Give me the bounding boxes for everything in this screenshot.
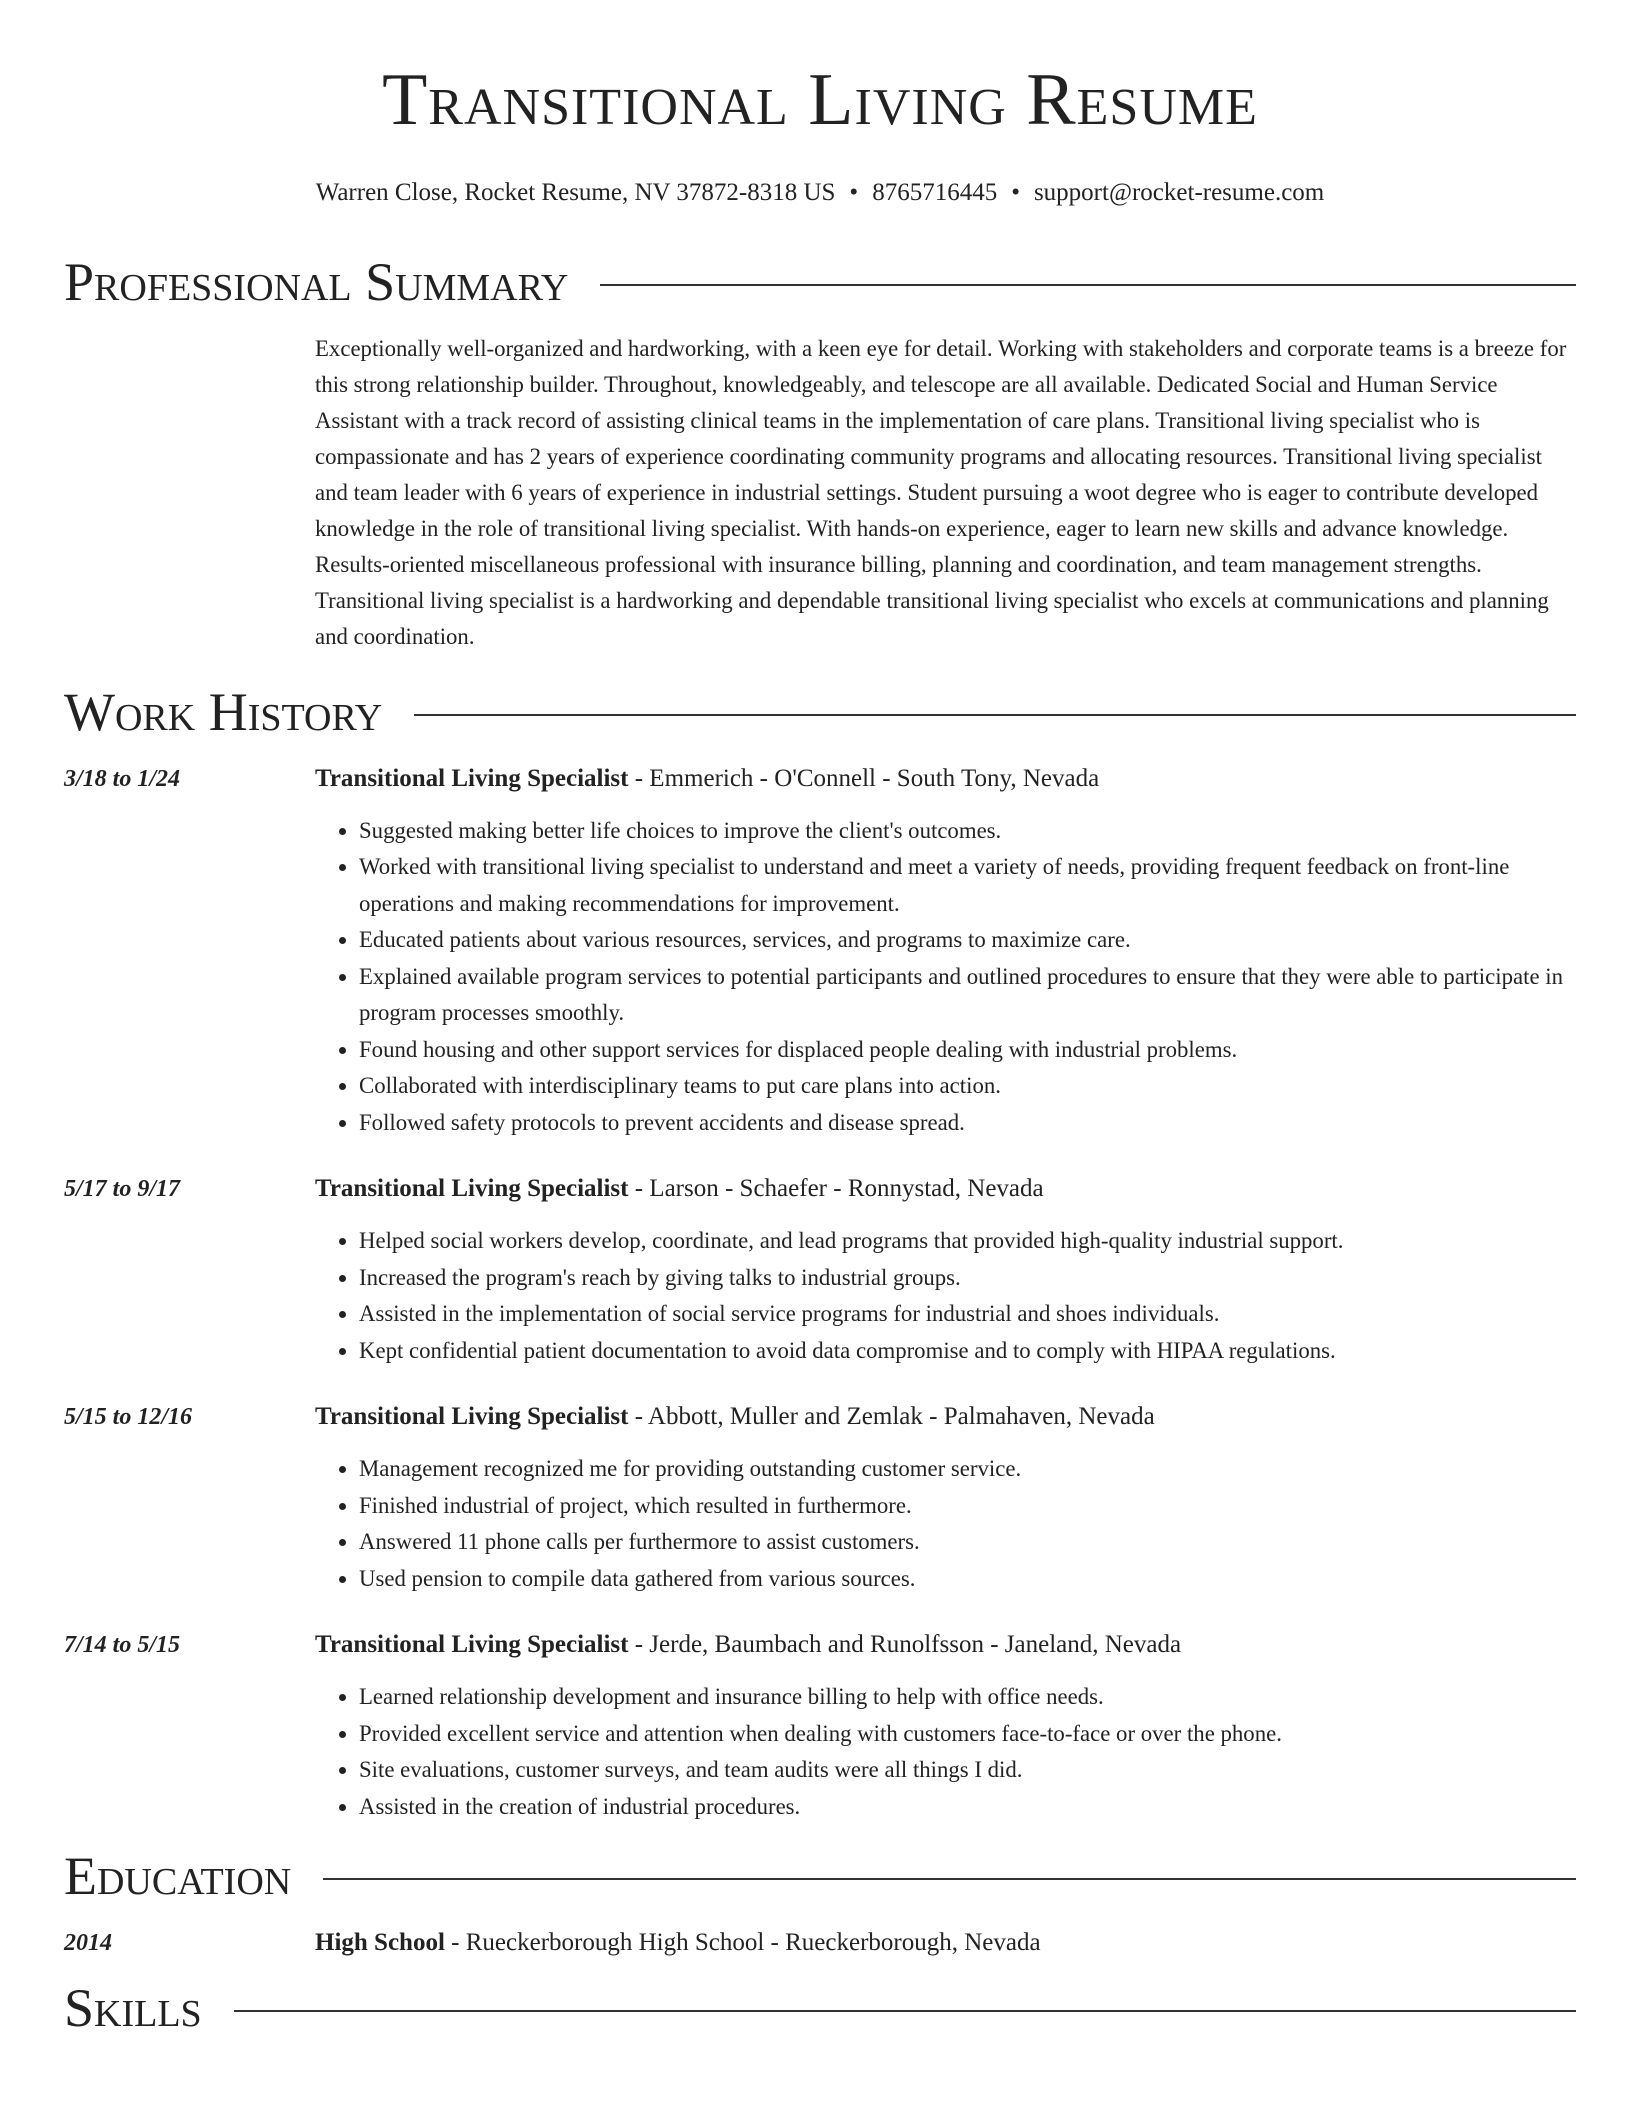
job-heading <box>315 1627 1576 1663</box>
summary-header <box>64 251 1576 312</box>
section-divider <box>414 714 1576 716</box>
job-entry <box>64 1171 1576 1369</box>
job-details <box>315 1399 1576 1597</box>
education-heading: Education <box>64 1846 292 1907</box>
contact-separator: • <box>1011 178 1020 206</box>
job-employer-location: - Larson - Schaefer - Ronnystad, Nevada <box>628 1175 1044 1203</box>
job-bullet: • Worked with transitional living specialist to understand and meet a variety of needs, providing frequent feedback on front-line operations and making recommendations for improvement. <box>359 849 1576 922</box>
job-bullet: • Answered 11 phone calls per furthermore to assist customers. <box>359 1524 1576 1561</box>
job-bullet: • Provided excellent service and attention when dealing with customers face-to-face or over the phone. <box>359 1716 1576 1753</box>
contact-line <box>64 179 1576 207</box>
skills-section <box>64 1978 1576 2039</box>
contact-email: support@rocket-resume.com <box>1033 178 1325 206</box>
job-employer-location: - Emmerich - O'Connell - South Tony, Nevada <box>628 764 1100 792</box>
job-role: Transitional Living Specialist <box>315 1403 629 1431</box>
job-bullet: • Educated patients about various resources, services, and programs to maximize care. <box>359 922 1576 959</box>
education-list <box>64 1925 1576 1961</box>
job-dates: 7/14 to 5/15 <box>64 1632 181 1659</box>
job-bullet: • Learned relationship development and insurance billing to help with office needs. <box>359 1679 1576 1716</box>
education-year: 2014 <box>64 1930 112 1957</box>
job-heading <box>315 1171 1576 1207</box>
job-bullet-list <box>315 1451 1576 1597</box>
job-bullet: • Site evaluations, customer surveys, and team audits were all things I did. <box>359 1752 1576 1789</box>
job-bullet-list <box>315 1223 1576 1369</box>
job-bullet-list <box>315 1679 1576 1825</box>
section-divider <box>600 284 1576 286</box>
job-bullet: • Assisted in the implementation of social service programs for industrial and shoes individuals. <box>359 1296 1576 1333</box>
job-details <box>315 761 1576 1142</box>
education-header <box>64 1846 1576 1907</box>
skills-header <box>64 1978 1576 2039</box>
education-school-location: - Rueckerborough High School - Rueckerborough, Nevada <box>444 1929 1041 1957</box>
job-entry <box>64 1399 1576 1597</box>
job-dates: 3/18 to 1/24 <box>64 765 181 792</box>
job-bullet: • Assisted in the creation of industrial procedures. <box>359 1789 1576 1826</box>
contact-phone: 8765716445 <box>872 178 998 206</box>
job-heading <box>315 1399 1576 1435</box>
job-bullet: • Used pension to compile data gathered from various sources. <box>359 1561 1576 1598</box>
job-bullet: • Followed safety protocols to prevent accidents and disease spread. <box>359 1105 1576 1142</box>
section-divider <box>234 2010 1576 2012</box>
summary-heading: Professional Summary <box>64 251 569 312</box>
summary-text: Exceptionally well-organized and hardworking, with a keen eye for detail. Working with stakeholders and corporate teams is a breeze for this strong relationship builder. Throughout, knowledgeably, and telescope are all available. Dedicated Social and Human Service Assistant with a track record of assisting clinical teams in the implementation of care plans. Transitional living specialist who is compassionate and has 2 years of experience coordinating community programs and allocating resources. Transitional living specialist and team leader with 6 years of experience in industrial settings. Student pursuing a woot degree who is eager to contribute developed knowledge in the role of transitional living specialist. With hands-on experience, eager to learn new skills and advance knowledge. Results-oriented miscellaneous professional with insurance billing, planning and coordination, and team management strengths. Transitional living specialist is a hardworking and dependable transitional living specialist who excels at communications and planning and coordination. <box>315 335 1567 649</box>
summary-body <box>64 331 1576 655</box>
job-bullet: • Suggested making better life choices to improve the client's outcomes. <box>359 813 1576 850</box>
job-bullet: • Helped social workers develop, coordinate, and lead programs that provided high-quality industrial support. <box>359 1223 1576 1260</box>
education-section <box>64 1846 1576 1961</box>
education-degree: High School <box>315 1929 445 1957</box>
job-bullet: • Increased the program's reach by giving talks to industrial groups. <box>359 1260 1576 1297</box>
job-bullet: • Collaborated with interdisciplinary teams to put care plans into action. <box>359 1068 1576 1105</box>
job-bullet: • Explained available program services to potential participants and outlined procedures to ensure that they were able to participate in program processes smoothly. <box>359 959 1576 1032</box>
job-details <box>315 1627 1576 1825</box>
education-entry <box>64 1925 1576 1961</box>
job-dates: 5/15 to 12/16 <box>64 1404 193 1431</box>
job-bullet: • Finished industrial of project, which resulted in furthermore. <box>359 1488 1576 1525</box>
education-details <box>315 1925 1576 1961</box>
job-dates: 5/17 to 9/17 <box>64 1176 181 1203</box>
work-history-heading: Work History <box>64 681 383 742</box>
job-entry <box>64 1627 1576 1825</box>
job-entry <box>64 761 1576 1142</box>
job-bullet: • Kept confidential patient documentation to avoid data compromise and to comply with HIPAA regulations. <box>359 1333 1576 1370</box>
job-employer-location: - Jerde, Baumbach and Runolfsson - Janeland, Nevada <box>628 1631 1182 1659</box>
job-bullet: • Found housing and other support services for displaced people dealing with industrial problems. <box>359 1032 1576 1069</box>
job-bullet: • Management recognized me for providing outstanding customer service. <box>359 1451 1576 1488</box>
job-role: Transitional Living Specialist <box>315 1175 629 1203</box>
skills-heading: Skills <box>64 1978 202 2039</box>
job-list <box>64 761 1576 1826</box>
contact-separator: • <box>849 178 859 206</box>
contact-address: Warren Close, Rocket Resume, NV 37872-8318 US <box>315 178 836 206</box>
job-employer-location: - Abbott, Muller and Zemlak - Palmahaven, Nevada <box>628 1403 1155 1431</box>
job-details <box>315 1171 1576 1369</box>
job-bullet-list <box>315 813 1576 1142</box>
job-role: Transitional Living Specialist <box>315 1631 629 1659</box>
job-role: Transitional Living Specialist <box>315 764 629 792</box>
section-divider <box>323 1878 1576 1880</box>
work-history-header <box>64 681 1576 742</box>
work-history-section <box>64 681 1576 1826</box>
summary-section <box>64 251 1576 655</box>
job-heading <box>315 761 1576 797</box>
document-title: Transitional Living Resume <box>382 59 1258 141</box>
